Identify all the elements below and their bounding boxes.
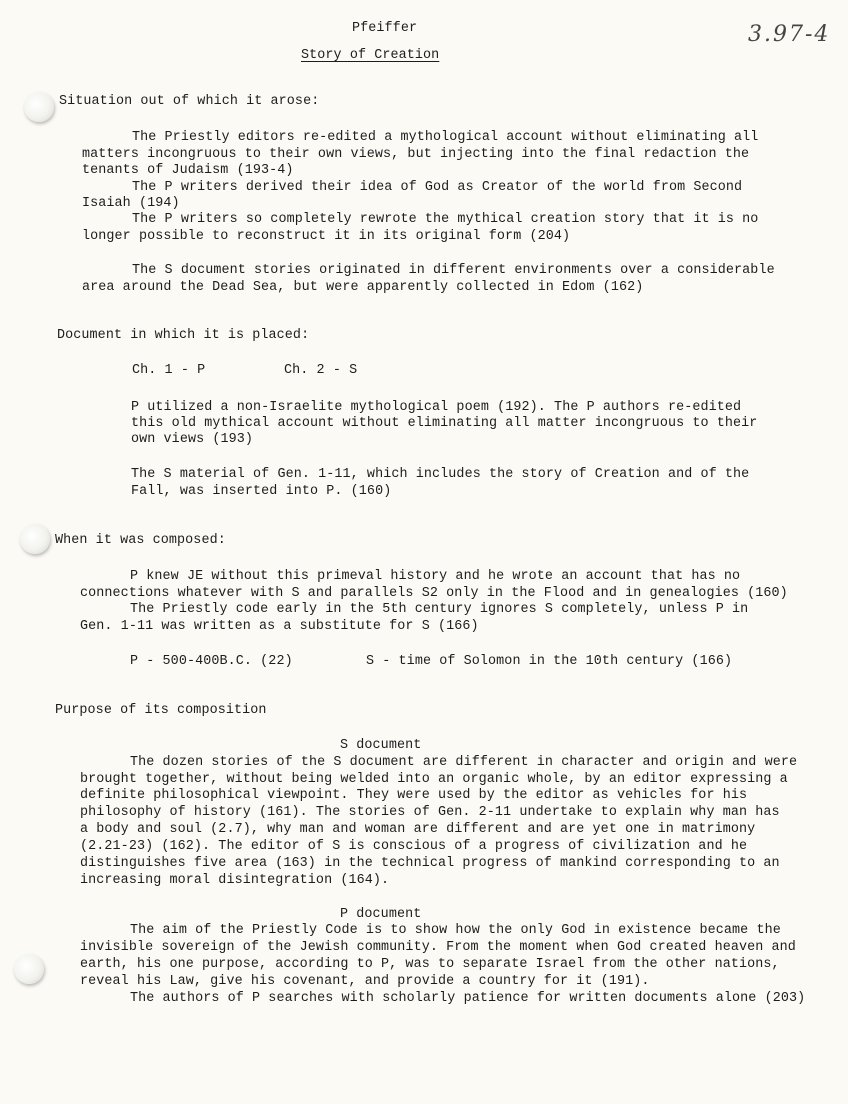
text-line: The Priestly code early in the 5th century ignores S completely, unless P in	[130, 602, 749, 617]
text-line: definite philosophical viewpoint. They were used by the editor as vehicles for his	[80, 788, 748, 803]
text-line: distinguishes five area (163) in the technical progress of mankind corresponding to an	[80, 856, 780, 871]
text-line: The dozen stories of the S document are different in character and origin and were	[130, 755, 798, 770]
text-line: increasing moral disintegration (164).	[80, 873, 390, 888]
text-line: P utilized a non-Israelite mythological poem (192). The P authors re-edited	[131, 400, 742, 415]
text-line: Fall, was inserted into P. (160)	[131, 484, 392, 499]
chapter-2-label: Ch. 2 - S	[284, 363, 358, 378]
page-title: Story of Creation	[301, 48, 440, 63]
section-heading-document: Document in which it is placed:	[57, 328, 310, 343]
text-line: area around the Dead Sea, but were apparently collected in Edom (162)	[82, 280, 644, 295]
text-line: own views (193)	[131, 432, 254, 447]
text-line: matters incongruous to their own views, but injecting into the final redaction the	[82, 147, 750, 162]
text-line: philosophy of history (161). The stories of Gen. 2-11 undertake to explain why man has	[80, 805, 780, 820]
date-p: P - 500-400B.C. (22)	[130, 654, 293, 669]
section-heading-purpose: Purpose of its composition	[55, 703, 267, 718]
text-line: The aim of the Priestly Code is to show how the only God in existence became the	[130, 923, 781, 938]
text-line: The S material of Gen. 1-11, which includes the story of Creation and of the	[131, 467, 750, 482]
section-heading-composed: When it was composed:	[55, 533, 226, 548]
punch-hole-middle	[20, 524, 50, 554]
text-line: longer possible to reconstruct it in its original form (204)	[82, 229, 571, 244]
text-line: (2.21-23) (162). The editor of S is conscious of a progress of civilization and he	[80, 839, 748, 854]
text-line: The P writers so completely rewrote the mythical creation story that it is no	[132, 212, 759, 227]
text-line: reveal his Law, give his covenant, and provide a country for it (191).	[80, 974, 650, 989]
text-line: earth, his one purpose, according to P, was to separate Israel from the other nations,	[80, 957, 780, 972]
text-line: The Priestly editors re-edited a mythological account without eliminating all	[132, 130, 759, 145]
text-line: tenants of Judaism (193-4)	[82, 163, 294, 178]
punch-hole-bottom	[14, 954, 44, 984]
text-line: Gen. 1-11 was written as a substitute for S (166)	[80, 619, 479, 634]
text-line: connections whatever with S and parallels S2 only in the Flood and in genealogies (160)	[80, 586, 788, 601]
subheading-p-document: P document	[340, 907, 422, 922]
subheading-s-document: S document	[340, 738, 422, 753]
text-line: The P writers derived their idea of God as Creator of the world from Second	[132, 180, 743, 195]
text-line: a body and soul (2.7), why man and woman are different and are yet one in matrimony	[80, 822, 756, 837]
text-line: brought together, without being welded into an organic whole, by an editor expressing a	[80, 772, 788, 787]
author-name: Pfeiffer	[352, 21, 418, 36]
section-heading-situation: Situation out of which it arose:	[59, 94, 320, 109]
chapter-1-label: Ch. 1 - P	[132, 363, 206, 378]
text-line: this old mythical account without eliminating all matter incongruous to their	[131, 416, 758, 431]
text-line: P knew JE without this primeval history and he wrote an account that has no	[130, 569, 741, 584]
text-line: Isaiah (194)	[82, 196, 180, 211]
text-line: The authors of P searches with scholarly patience for written documents alone (203)	[130, 991, 806, 1006]
text-line: The S document stories originated in different environments over a considerable	[132, 263, 775, 278]
punch-hole-top	[24, 92, 54, 122]
date-s: S - time of Solomon in the 10th century (166)	[366, 654, 733, 669]
handwritten-reference: 3.97-4	[748, 22, 831, 47]
text-line: invisible sovereign of the Jewish community. From the moment when God created heaven and	[80, 940, 796, 955]
